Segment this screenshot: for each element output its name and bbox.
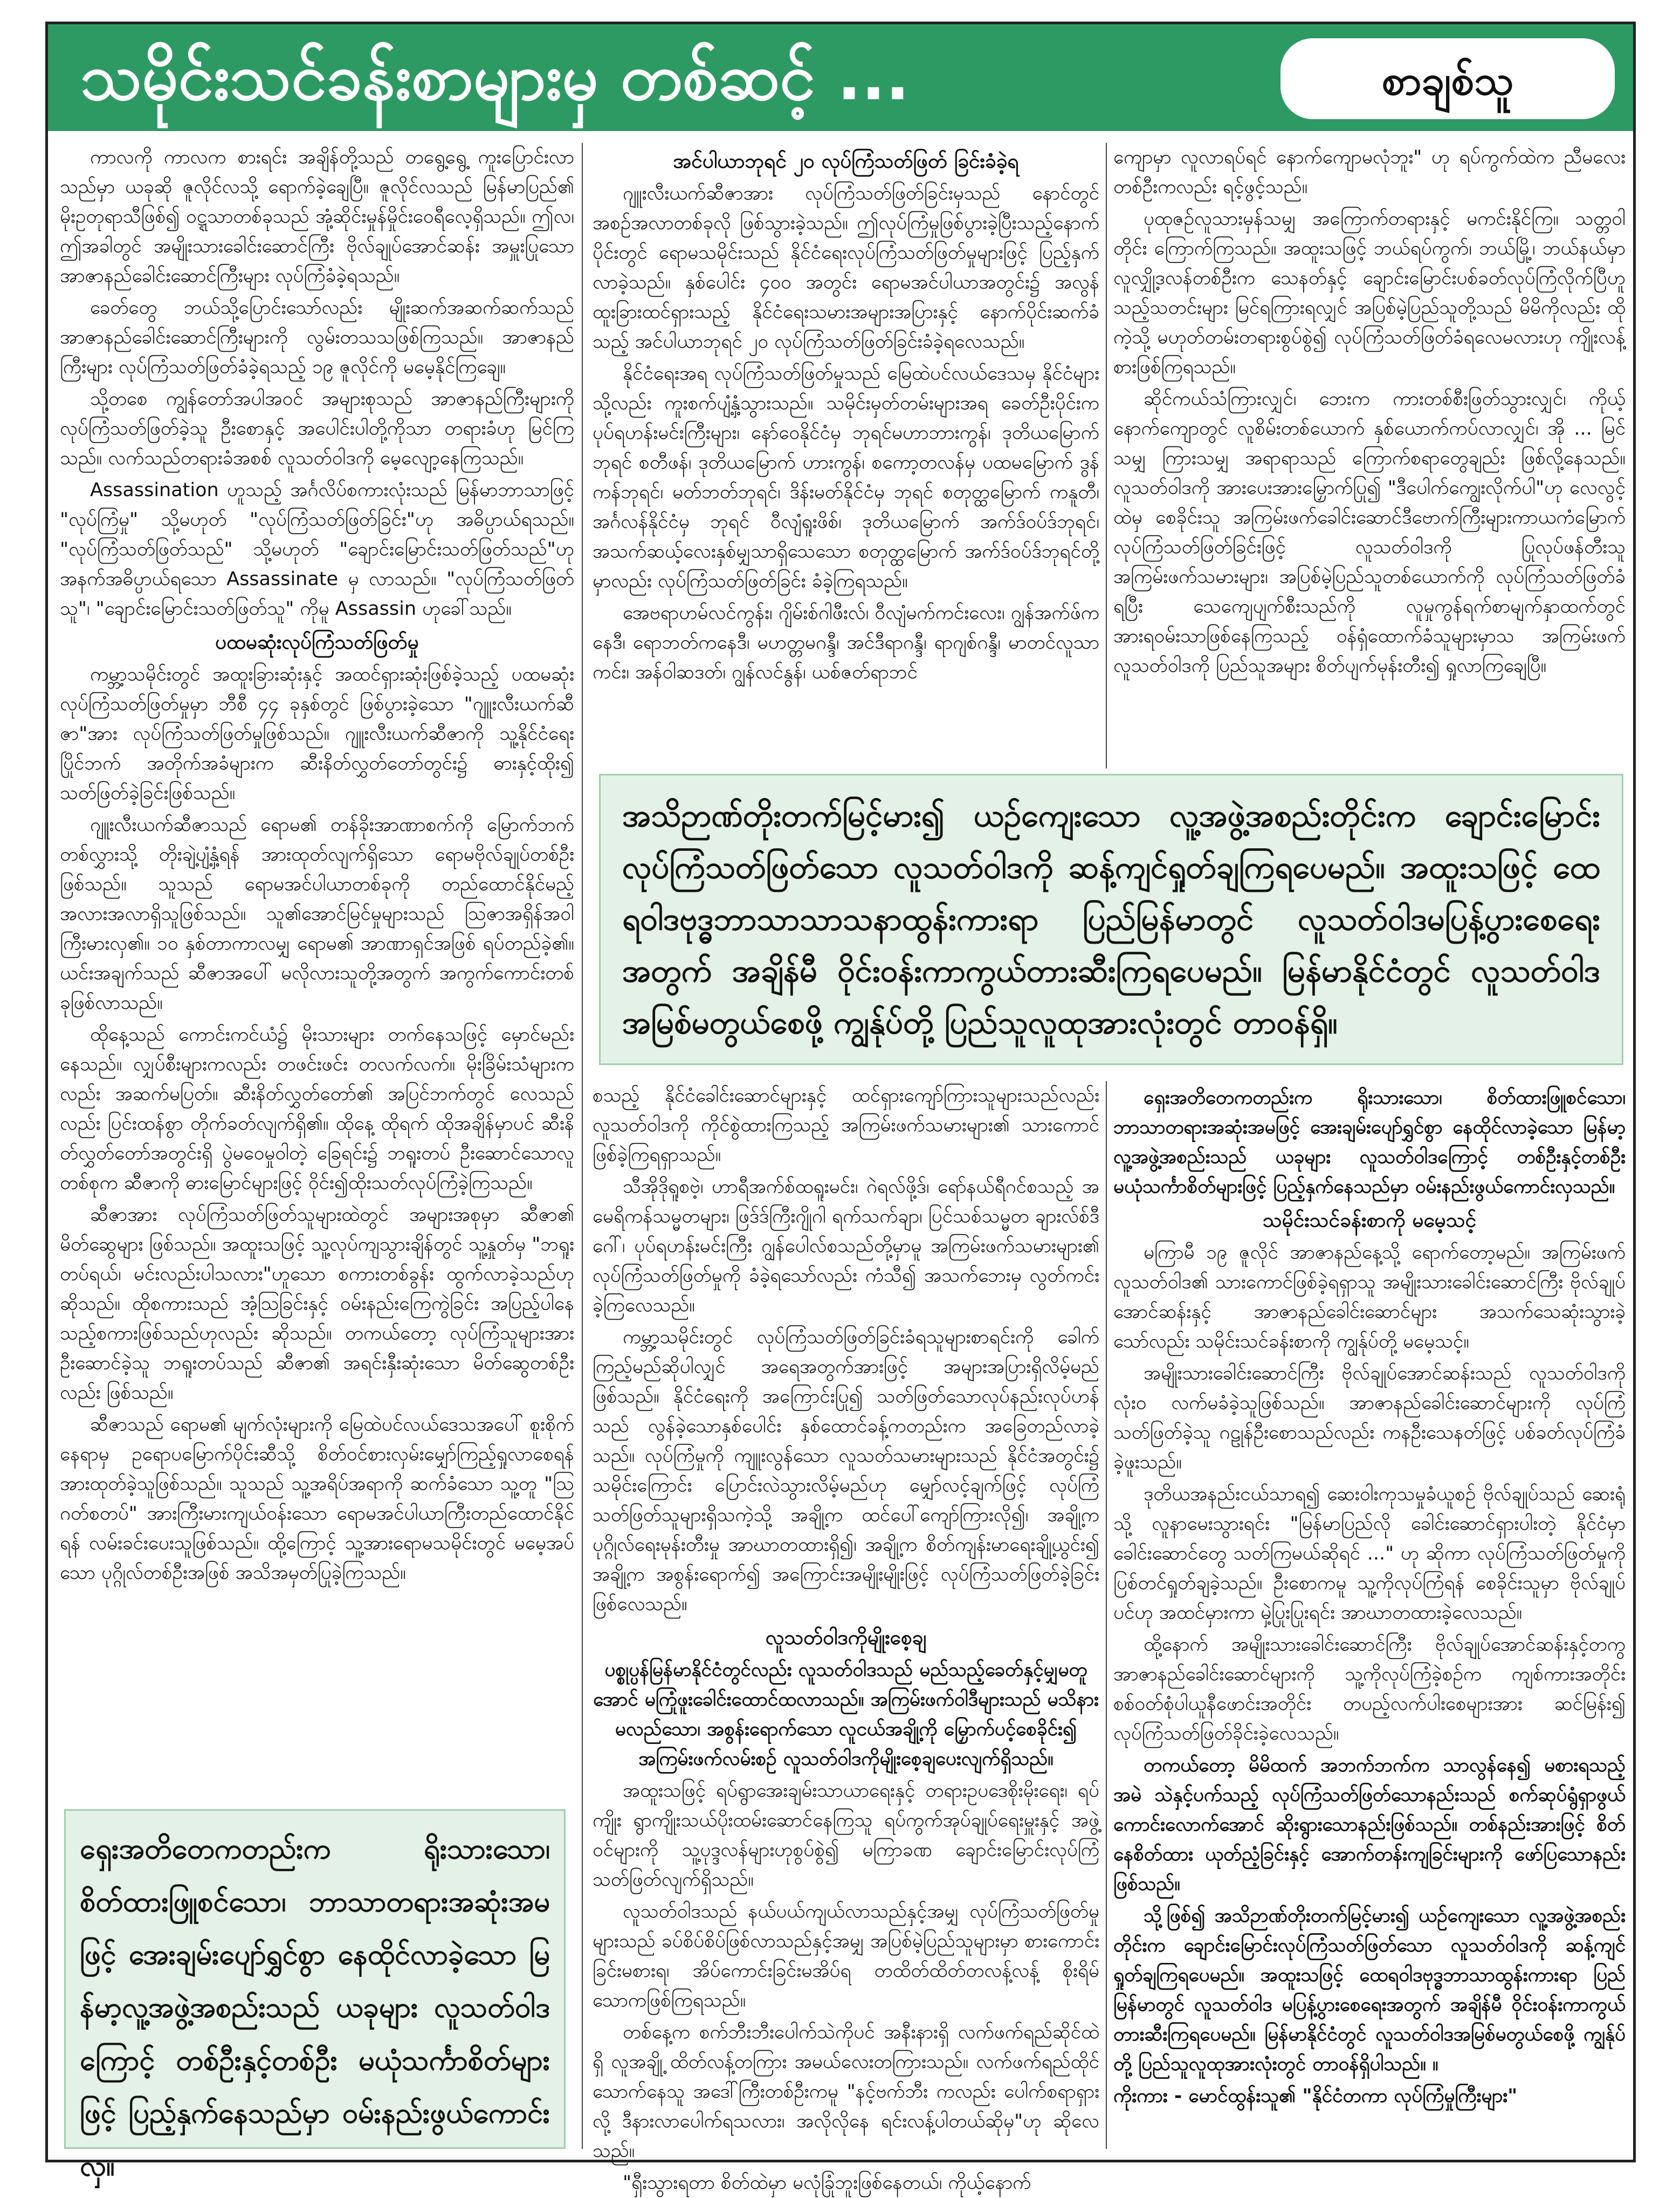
paragraph: ခေတ်တွေ ဘယ်သို့ပြောင်းသော်လည်း မျိုးဆက်အဆက်ဆက်သည် အာဇာနည်ခေါင်းဆောင်ကြီးများကို လွမ်းတသသဖြစ်ကြသည်။ အာဇာနည်ကြီးများ လုပ်ကြံသတ်ဖြတ်ခံခဲ့ရသည့် ၁၉ ဇူလိုင်ကို မမေ့နိုင်ကြချေ။ — [60, 297, 574, 378]
paragraph: ကမ္ဘာ့သမိုင်းတွင် လုပ်ကြံသတ်ဖြတ်ခြင်းခံရသူများစာရင်းကို ခေါက်ကြည့်မည်ဆိုပါလျှင် အရေအတွက်အားဖြင့် အများအပြားရှိလိမ့်မည်ဖြစ်သည်။ နိုင်ငံရေးကို အကြောင်းပြု၍ သတ်ဖြတ်သောလုပ်နည်းလုပ်ဟန်သည် လွန်ခဲ့သောနှစ်ပေါင်း နှစ်ထောင်ခန့်ကတည်းက အခြေတည်လာခဲ့သည်။ လုပ်ကြံမှုကို ကျူးလွန်သော လူသတ်သမားများသည် နိုင်ငံအတွင်း၌ သမိုင်းကြောင်း ပြောင်းလဲသွားလိမ့်မည်ဟု မျှော်လင့်ချက်ဖြင့် လုပ်ကြံသတ်ဖြတ်သူများရှိသကဲ့သို့ အချို့က ထင်ပေါ်ကျော်ကြားလို၍၊ အချို့က ပုဂ္ဂိုလ်ရေးမုန်းတီးမှု အာဃာတထားရှိ၍၊ အချို့က စိတ်ကျန်းမာရေးချို့ယွင်း၍ အချို့က အစွန်းရောက်၍ အကြောင်းအမျိုးမျိုးဖြင့် လုပ်ကြံသတ်ဖြတ်ခဲ့ခြင်း ဖြစ်လေသည်။ — [593, 1327, 1099, 1615]
column-divider — [1106, 143, 1107, 768]
paragraph: ကမ္ဘာ့သမိုင်းတွင် အထူးခြားဆုံးနှင့် အထင်ရှားဆုံးဖြစ်ခဲ့သည့် ပထမဆုံးလုပ်ကြံသတ်ဖြတ်မှုမှာ ဘီစီ ၄၄ ခုနှစ်တွင် ဖြစ်ပွားခဲ့သော "ဂျူးလီးယက်ဆီဇာ"အား လုပ်ကြံသတ်ဖြတ်မှုဖြစ်သည်။ ဂျူးလီးယက်ဆီဇာကို သူ့နိုင်ငံရေးပြိုင်ဘက် အတိုက်အခံများက ဆီးနိတ်လွှတ်တော်တွင်း၌ ဓားနှင့်ထိုး၍ သတ်ဖြတ်ခဲ့ခြင်းဖြစ်သည်။ — [60, 664, 574, 804]
paragraph: ဆိုင်ကယ်သံကြားလျှင်၊ ဘေးက ကားတစ်စီးဖြတ်သွားလျှင်၊ ကိုယ့်နောက်ကျောတွင် လူစိမ်းတစ်ယောက် နှစ်ယောက်ကပ်လာလျှင်၊ အို ... မြင်သမျှ ကြားသမျှ အရာရာသည် ကြောက်စရာတွေချည်း ဖြစ်လို့နေသည်။ လူသတ်ဝါဒကို အားပေးအားမြှောက်ပြု၍ "ဒီပေါက်ကျွေးလိုက်ပါ"ဟု လေလွင့်ထဲမှ စေခိုင်းသူ အကြမ်းဖက်ခေါင်းဆောင်ဒီဗောက်ကြီးများကာယကံမြောက် လုပ်ကြံသတ်ဖြတ်ခြင်းဖြင့် လူသတ်ဝါဒကို ပြုလုပ်ဖန်တီးသူ အကြမ်းဖက်သမားများ၊ အပြစ်မဲ့ပြည်သူတစ်ယောက်ကို လုပ်ကြံသတ်ဖြတ်ခံရပြီး သေကျေပျက်စီးသည်ကို လူမှုကွန်ရက်စာမျက်နှာထက်တွင် အားရဝမ်းသာဖြစ်နေကြသည့် ဝန်ရှံထောက်ခံသူများမှာသ အကြမ်းဖက်လူသတ်ဝါဒကို ပြည်သူအများ စိတ်ပျက်မုန်းတီး၍ ရှုလာကြချေပြီ။ — [1113, 388, 1626, 677]
paragraph: အထူးသဖြင့် ရပ်ရွာအေးချမ်းသာယာရေးနှင့် တရားဥပဒေစိုးမိုးရေး၊ ရပ်ကျိုး ရွာကျိုးသယ်ပိုးထမ်းဆောင်နေကြသူ ရပ်ကွက်အုပ်ချုပ်ရေးမှူးနှင့် အဖွဲ့ဝင်များကို သူ့ပုဒ္ဒလန်များဟုစွပ်စွဲ၍ မကြာခဏ ချောင်းမြောင်းလုပ်ကြံသတ်ဖြတ်လျက်ရှိသည်။ — [593, 1780, 1099, 1891]
emphasis-paragraph: ပစ္စုပ္ပန်မြန်မာနိုင်ငံတွင်လည်း လူသတ်ဝါဒသည် မည်သည့်ခေတ်နှင့်မျှမတူအောင် မကြုံဖူးခေါင်းထောင်ထလာသည်။ အကြမ်းဖက်ဝါဒီများသည် မသိနားမလည်သော၊ အစွန်းရောက်သော လူငယ်အချို့ကို မြှောက်ပင့်စေခိုင်း၍ အကြမ်းဖက်လမ်းစဉ် လူသတ်ဝါဒကိုမျိုးစေ့ချပေးလျက်ရှိသည်။ — [593, 1659, 1099, 1770]
pull-quote-left: ရှေးအတိတေကတည်းက ရိုးသားသော၊ စိတ်ထားဖြူစင်သော၊ ဘာသာတရားအဆုံးအမဖြင့် အေးချမ်းပျော်ရွှင်စွာ နေထိုင်လာခဲ့သော မြန်မာ့လူ့အဖွဲ့အစည်းသည် ယခုများ လူသတ်ဝါဒကြောင့် တစ်ဦးနှင့်တစ်ဦး မယုံသင်္ကာစိတ်များဖြင့် ပြည့်နှက်နေသည်မှာ ဝမ်းနည်းဖွယ်ကောင်းလှ။ — [64, 1809, 566, 2149]
section-heading: သမိုင်းသင်ခန်းစာကို မမေ့သင့် — [1262, 1208, 1477, 1232]
emphasis-paragraph: ရှေးအတိတေကတည်းက ရိုးသားသော၊ စိတ်ထားဖြူစင်သော၊ ဘာသာတရားအဆုံးအမဖြင့် အေးချမ်းပျော်ရွှင်စွာ နေထိုင်လာခဲ့သော မြန်မာ့လူ့အဖွဲ့အစည်းသည် ယခုများ လူသတ်ဝါဒကြောင့် တစ်ဦးနှင့်တစ်ဦး မယုံသင်္ကာစိတ်များဖြင့် ပြည့်နှက်နေသည်မှာ ဝမ်းနည်းဖွယ်ကောင်းလှသည်။ — [1113, 1087, 1626, 1198]
paragraph: အမျိုးသားခေါင်းဆောင်ကြီး ဗိုလ်ချုပ်အောင်ဆန်းသည် လူသတ်ဝါဒကို လုံးဝ လက်မခံခဲ့သူဖြစ်သည်။ အာဇာနည်ခေါင်းဆောင်များကို လုပ်ကြံသတ်ဖြတ်ခဲ့သူ ဂဠုန်ဦးစောသည်လည်း ကနဦးသေနတ်ဖြင့် ပစ်ခတ်လုပ်ကြံခံခဲ့ဖူးသည်။ — [1113, 1363, 1626, 1473]
author-byline: စာချစ်သူ — [1280, 38, 1615, 119]
paragraph: သီအိုဒိုရူစဗဲ့၊ ဟာရီအက်စ်ထရူးမင်း၊ ဂဲရလ်ဖို့ဒ်၊ ရော်နယ်ရီဂင်စသည့် အမေရိကန်သမ္မတများ၊ ဖြဒ်ဒ်ကြီးဂျိုဂါ ရက်သက်ချာ၊ ပြင်သစ်သမ္မတ ချားလ်စ်ဒီဂေါ်၊ ပုပ်ရဟန်းမင်းကြီး ဂျွန်ပေါလ်စသည်တို့မှာမူ အကြမ်းဖက်သမားများ၏ လုပ်ကြံသတ်ဖြတ်မှုကို ခံခဲ့ရသော်လည်း ကံသီ၍ အသက်ဘေးမှ လွတ်ကင်းခဲ့ကြလေသည်။ — [593, 1176, 1099, 1316]
paragraph: သို့တစေ ကျွန်တော်အပါအဝင် အများစုသည် အာဇာနည်ကြီးများကို လုပ်ကြံသတ်ဖြတ်ခဲ့သူ ဦးစောနှင့် အပေါင်းပါတို့ကိုသာ တရားခံဟု မြင်ကြသည်။ လက်သည်တရားခံအစစ် လူသတ်ဝါဒကို မေ့လျော့နေကြသည်။ — [60, 388, 574, 469]
source-citation: ကိုးကား - မောင်ထွန်းသူ၏ "နိုင်ငံတကာ လုပ်ကြံမှုကြီးများ" — [1113, 2085, 1518, 2107]
article-header — [48, 24, 1633, 131]
paragraph: အေဗရာဟမ်လင်ကွန်း၊ ဂျိမ်းစ်ဂါဖီးလ်၊ ဝီလျံမက်ကင်းလေး၊ ဂျွန်အက်ဖ်ကနေဒီ၊ ရောဘတ်ကနေဒီ၊ မဟတ္တမဂန္ဒီ၊ အင်ဒီရာဂန္ဒီ၊ ရာဂျစ်ဂန္ဒီ၊ မာတင်လူသာကင်း၊ အန်ဝါဆဒတ်၊ ဂျွန်လင်နွန်၊ ယစ်ဇတ်ရာဘင် — [593, 602, 1099, 683]
article-column-3 — [1113, 143, 1626, 741]
paragraph: ဆီဇာအား လုပ်ကြံသတ်ဖြတ်သူများထဲတွင် အများအစုမှာ ဆီဇာ၏ မိတ်ဆွေများ ဖြစ်သည်။ အထူးသဖြင့် သူ့လုပ်ကျသွားချိန်တွင် သူ့နှုတ်မှ "ဘရူးတပ်ရယ်၊ မင်းလည်းပါသလား"ဟူသော စကားတစ်ခွန်း ထွက်လာခဲ့သည်ဟု ဆိုသည်။ ထိုစကားသည် အံ့သြခြင်းနှင့် ဝမ်းနည်းကြေကွဲခြင်း အပြည့်ပါနေသည့်စကားဖြစ်သည်ဟုလည်း ဆိုသည်။ တကယ်တော့ လုပ်ကြံသူများအား ဦးဆောင်ခဲ့သူ ဘရူးတပ်သည် ဆီဇာ၏ အရင်းနှီးဆုံးသော မိတ်ဆွေတစ်ဦးလည်း ဖြစ်သည်။ — [60, 1204, 574, 1404]
paragraph: "ရှီးသွားရတာ စိတ်ထဲမှာ မလုံခြုံဘူးဖြစ်နေတယ်၊ ကိုယ့်နောက် — [623, 2172, 1031, 2194]
article-page — [45, 22, 1636, 2194]
emphasis-paragraph: တကယ်တော့ မိမိထက် အဘက်ဘက်က သာလွန်နေ၍ မစားရသည့်အမဲ သဲနှင့်ပက်သည့် လုပ်ကြံသတ်ဖြတ်သောနည်းသည် စက်ဆုပ်ရွံရှာဖွယ်ကောင်းလောက်အောင် ဆိုးရွားသောနည်းဖြစ်သည်။ တစ်နည်းအားဖြင့် စိတ်နေစိတ်ထား ယုတ်ညံ့ခြင်းနှင့် အောက်တန်းကျခြင်းများကို ဖော်ပြသောနည်းဖြစ်သည်။ — [1113, 1755, 1626, 1895]
paragraph: တစ်နေ့က စက်ဘီးဘီးပေါက်သဲကိုပင် အနီးနားရှိ လက်ဖက်ရည်ဆိုင်ထဲရှိ လူအချို့ ထိတ်လန့်တကြား အမယ်လေးတကြားသည်။ လက်ဖက်ရည်ထိုင်သောက်နေသူ အဒေါ်ကြီးတစ်ဦးကမူ "နင့်ဗက်ဘီး ကလည်း ပေါက်စရာရှားလို့ ဒီနားလာပေါက်ရသလား၊ အလိုလိုနေ ရင်းလန့်ပါတယ်ဆိုမှ"ဟု ဆိုလေသည်။ — [593, 2022, 1099, 2162]
paragraph: ထို့နောက် အမျိုးသားခေါင်းဆောင်ကြီး ဗိုလ်ချုပ်အောင်ဆန်းနှင့်တကွ အာဇာနည်ခေါင်းဆောင်များကို သူ့ကိုလုပ်ကြံခဲ့စဉ်က ကျစ်ကားအတိုင်း စစ်ဝတ်စုံပါယူနီဖောင်းအတိုင်း တပည့်လက်ပါးစေများအား ဆင်မြန်း၍ လုပ်ကြံသတ်ဖြတ်ခိုင်းခဲ့လေသည်။ — [1113, 1634, 1626, 1744]
article-column-2 — [593, 143, 1099, 768]
section-heading: ပထမဆုံးလုပ်ကြံသတ်ဖြတ်မှု — [215, 630, 419, 654]
paragraph: ထိုနေ့သည် ကောင်းကင်ယံ၌ မိုးသားများ တက်နေသဖြင့် မှောင်မည်းနေသည်။ လျှပ်စီးများကလည်း တဖင်းဖင်း တလက်လက်။ မိုးခြိမ်းသံများကလည်း အဆက်မပြတ်။ ဆီးနိတ်လွှတ်တော်၏ အပြင်ဘက်တွင် လေသည်လည်း ပြင်းထန်စွာ တိုက်ခတ်လျက်ရှိ၏။ ထိုနေ့ ထိုရက် ထိုအချိန်မှာပင် ဆီးနိတ်လွှတ်တော်အတွင်းရှိ ပွဲမဝေမှုဝါတဲ့ ခြေရင်း၌ ဘရူးတပ် ဦးဆောင်သောလူတစ်စုက ဆီဇာကို ဓားမြောင်များဖြင့် ဝိုင်း၍ထိုးသတ်လုပ်ကြံခဲ့ကြသည်။ — [60, 1024, 574, 1194]
paragraph: ဂျူးလီးယက်ဆီဇာသည် ရောမ၏ တန်ခိုးအာဏာစက်ကို မြောက်ဘက်တစ်လွှားသို့ တိုးချဲ့ပျံ့နှံ့ရန် အားထုတ်လျက်ရှိသော ရောမဗိုလ်ချုပ်တစ်ဦးဖြစ်သည်။ သူသည် ရောမအင်ပါယာတစ်ခုကို တည်ထောင်နိုင်မည့်အလားအလာရှိသူဖြစ်သည်။ သူ၏အောင်မြင်မှုများသည် ဩဇာအရှိန်အဝါ ကြီးမားလှ၏။ ၁၀ နှစ်တာကာလမျှ ရောမ၏ အာဏာရှင်အဖြစ် ရပ်တည်ခဲ့၏။ ယင်းအချက်သည် ဆီဇာအပေါ် မလိုလားသူတို့အတွက် အကွက်ကောင်းတစ်ခုဖြစ်လာသည်။ — [60, 814, 574, 1014]
article-column-3-continued — [1113, 1081, 1626, 2149]
article-title: သမိုင်းသင်ခန်းစာများမှ တစ်ဆင့် ... — [80, 40, 910, 114]
paragraph: မကြာမီ ၁၉ ဇူလိုင် အာဇာနည်နေ့သို့ ရောက်တော့မည်။ အကြမ်းဖက် လူသတ်ဝါဒ၏ သားကောင်ဖြစ်ခဲ့ရရှာသူ အမျိုးသားခေါင်းဆောင်ကြီး ဗိုလ်ချုပ်အောင်ဆန်းနှင့် အာဇာနည်ခေါင်းဆောင်များ အသက်သေဆုံးသွားခဲ့သော်လည်း သမိုင်းသင်ခန်းစာကို ကျွန်ုပ်တို့ မမေ့သင့်။ — [1113, 1242, 1626, 1352]
section-heading: လူသတ်ဝါဒကိုမျိုးစေ့ချ — [765, 1626, 927, 1649]
column-divider — [1106, 1081, 1107, 2149]
paragraph: ပုထုဇဉ်လူသားမှန်သမျှ အကြောက်တရားနှင့် မကင်းနိုင်ကြ။ သတ္တဝါတိုင်း ကြောက်ကြသည်။ အထူးသဖြင့် ဘယ်ရပ်ကွက်၊ ဘယ်မြို့၊ ဘယ်နယ်မှာ လူလျှို့ဒလန်တစ်ဦးက သေနတ်နှင့် ချောင်းမြောင်းပစ်ခတ်လုပ်ကြံလိုက်ပြီဟူသည့်သတင်းများ မြင်ရကြားရလျှင် အပြစ်မဲ့ပြည်သူတို့သည် မိမိကိုလည်း ထိုကဲ့သို့ မဟုတ်တမ်းတရားစွပ်စွဲ၍ လုပ်ကြံသတ်ဖြတ်ခံရလေမလားဟု ကျိုးလန့်စားဖြစ်ကြရသည်။ — [1113, 208, 1626, 378]
pull-quote-main: အသိဉာဏ်တိုးတက်မြင့်မား၍ ယဉ်ကျေးသော လူ့အဖွဲ့အစည်းတိုင်းက ချောင်းမြောင်းလုပ်ကြံသတ်ဖြတ်သော လူသတ်ဝါဒကို ဆန့်ကျင်ရှုတ်ချကြရပေမည်။ အထူးသဖြင့် ထေရဝါဒဗုဒ္ဓဘာသာသာသနာထွန်းကားရာ ပြည်မြန်မာတွင် လူသတ်ဝါဒမပြန့်ပွားစေရေးအတွက် အချိန်မီ ဝိုင်းဝန်းကာကွယ်တားဆီးကြရပေမည်။ မြန်မာနိုင်ငံတွင် လူသတ်ဝါဒအမြစ်မတွယ်စေဖို့ ကျွန်ုပ်တို့ ပြည်သူလူထုအားလုံးတွင် တာဝန်ရှိ။ — [599, 774, 1623, 1065]
paragraph: Assassination ဟူသည့် အင်္ဂလိပ်စကားလုံးသည် မြန်မာဘာသာဖြင့် "လုပ်ကြံမှု" သို့မဟုတ် "လုပ်ကြံသတ်ဖြတ်ခြင်း"ဟု အဓိပ္ပာယ်ရသည်။ "လုပ်ကြံသတ်ဖြတ်သည်" သို့မဟုတ် "ချောင်းမြောင်းသတ်ဖြတ်သည်"ဟု အနက်အဓိပ္ပာယ်ရသော Assassinate မှ လာသည်။ "လုပ်ကြံသတ်ဖြတ်သူ"၊ "ချောင်းမြောင်းသတ်ဖြတ်သူ" ကိုမူ Assassin ဟုခေါ်သည်။ — [60, 479, 574, 620]
closing-paragraph: သို့ဖြစ်၍ အသိဉာဏ်တိုးတက်မြင့်မား၍ ယဉ်ကျေးသော လူ့အဖွဲ့အစည်းတိုင်းက ချောင်းမြောင်းလုပ်ကြံသတ်ဖြတ်သော လူသတ်ဝါဒကို ဆန့်ကျင်ရှုတ်ချကြရပေမည်။ အထူးသဖြင့် ထေရဝါဒဗုဒ္ဓဘာသာထွန်းကားရာ ပြည်မြန်မာတွင် လူသတ်ဝါဒ မပြန့်ပွားစေရေးအတွက် အချိန်မီ ဝိုင်းဝန်းကာကွယ်တားဆီးကြရပေမည်။ မြန်မာနိုင်ငံတွင် လူသတ်ဝါဒအမြစ်မတွယ်စေဖို့ ကျွန်ုပ်တို့ ပြည်သူလူထုအားလုံးတွင် တာဝန်ရှိပါသည်။ ။ — [1113, 1905, 1626, 2075]
paragraph: ကာလကို ကာလက စားရင်း အချိန်တို့သည် တရွေ့ရွေ့ ကူးပြောင်းလာသည်မှာ ယခုဆို ဇူလိုင်လသို့ ရောက်ခဲ့ချေပြီ။ ဇူလိုင်လသည် မြန်မာပြည်၏ မိုးဥတုရာသီဖြစ်၍ ဝဋ္ဋသာတစ်ခုသည် အုံ့ဆိုင်းမှုန်မှိုင်းဝေရီလေ့ရှိသည်။ ဤလ၊ ဤအခါတွင် အမျိုးသားခေါင်းဆောင်ကြီး ဗိုလ်ချုပ်အောင်ဆန်း အမှူးပြုသော အာဇာနည်ခေါင်းဆောင်ကြီးများ လုပ်ကြံခံခဲ့ရသည်။ — [60, 147, 574, 287]
section-heading: အင်ပါယာဘုရင် ၂၀ လုပ်ကြံသတ်ဖြတ် ခြင်းခံခဲ့ရ — [673, 149, 1019, 173]
article-column-2-continued — [593, 1081, 1099, 2194]
paragraph: ဆီဇာသည် ရောမ၏ မျက်လုံးများကို မြေထဲပင်လယ်ဒေသအပေါ် စူးစိုက်နေရာမှ ဥရောပမြောက်ပိုင်းဆီသို့ စိတ်ဝင်စားလှမ်းမျှော်ကြည့်ရှုလာစေရန် အားထုတ်ခဲ့သူဖြစ်သည်။ သူသည် သူ့အရိပ်အရာကို ဆက်ခံသော သူ့တူ "ဩဂတ်စတပ်" အားကြီးမားကျယ်ဝန်းသော ရောမအင်ပါယာကြီးတည်ထောင်နိုင်ရန် လမ်းခင်းပေးသူဖြစ်သည်။ ထို့ကြောင့် သူ့အားရောမသမိုင်းတွင် မမေ့အပ်သော ပုဂ္ဂိုလ်တစ်ဦးအဖြစ် အသိအမှတ်ပြုခဲ့ကြသည်။ — [60, 1414, 574, 1584]
paragraph: ဂျူးလီးယက်ဆီဇာအား လုပ်ကြံသတ်ဖြတ်ခြင်းမှသည် နောင်တွင် အစဉ်အလာတစ်ခုလို ဖြစ်သွားခဲ့သည်။ ဤလုပ်ကြံမှုဖြစ်ပွားခဲ့ပြီးသည့်နောက်ပိုင်းတွင် ရောမသမိုင်းသည် နိုင်ငံရေးလုပ်ကြံသတ်ဖြတ်မှုများဖြင့် ပြည့်နှက်လာခဲ့သည်။ နှစ်ပေါင်း ၄၀၀ အတွင်း ရောမအင်ပါယာအတွင်း၌ အလွန်ထူးခြားထင်ရှားသည့် နိုင်ငံရေးသမားအများအပြားနှင့် နောက်ပိုင်းဆက်ခံသည့် အင်ပါယာဘုရင် ၂၀ လုပ်ကြံသတ်ဖြတ်ခြင်းခံခဲ့ရလေသည်။ — [593, 183, 1099, 353]
paragraph: ဒုတိယအနည်းငယ်သာရ၍ ဆေးဝါးကုသမှုခံယူစဉ် ဗိုလ်ချုပ်သည် ဆေးရုံသို့ လူနာမေးသွားရင်း "မြန်မာပြည်လို ခေါင်းဆောင်ရှားပါးတဲ့ နိုင်ငံမှာ ခေါင်းဆောင်တွေ သတ်ကြမယ်ဆိုရင် ..." ဟု ဆိုကာ လုပ်ကြံသတ်ဖြတ်မှုကို ပြစ်တင်ရှုတ်ချခဲ့သည်။ ဦးစောကမူ သူ့ကိုလုပ်ကြံရန် စေခိုင်းသူမှာ ဗိုလ်ချုပ်ပင်ဟု အထင်မှားကာ မှဲ့ပြုးပြုးရင်း အာဃာတထားခဲ့လေသည်။ — [1113, 1483, 1626, 1624]
paragraph: စသည့် နိုင်ငံခေါင်းဆောင်များနှင့် ထင်ရှားကျော်ကြားသူများသည်လည်း လူသတ်ဝါဒကို ကိုင်စွဲထားကြသည့် အကြမ်းဖက်သမားများ၏ သားကောင်ဖြစ်ခဲ့ကြရရှာသည်။ — [593, 1085, 1099, 1166]
column-divider — [582, 143, 583, 2149]
paragraph: လူသတ်ဝါဒသည် နယ်ပယ်ကျယ်လာသည်နှင့်အမျှ လုပ်ကြံသတ်ဖြတ်မှုများသည် ခပ်စိပ်စိပ်ဖြစ်လာသည်နှင့်အမျှ အပြစ်မဲ့ပြည်သူများမှာ စားကောင်းခြင်းမစားရ၊ အိပ်ကောင်းခြင်းမအိပ်ရ တထိတ်ထိတ်တလန့်လန့် စိုးရိမ်သောကဖြစ်ကြရသည်။ — [593, 1901, 1099, 2011]
paragraph: နိုင်ငံရေးအရ လုပ်ကြံသတ်ဖြတ်မှုသည် မြေထဲပင်လယ်ဒေသမှ နိုင်ငံများသို့လည်း ကူးစက်ပျံ့နှံ့သွားသည်။ သမိုင်းမှတ်တမ်းများအရ ခေတ်ဦးပိုင်းက ပုပ်ရဟန်းမင်းကြီးများ၊ နော်ဝေနိုင်ငံမှ ဘုရင်မဟာဘားကွန်၊ ဒုတိယမြောက်ဘုရင် စတီဖန်၊ ဒုတိယမြောက် ဟားကွန်၊ စကော့တလန်မှ ပထမမြောက် ဒွန်ကန်ဘုရင်၊ မတ်ဘတ်ဘုရင်၊ ဒိန်းမတ်နိုင်ငံမှ ဘုရင် စတုတ္ထမြောက် ကနူတီ၊ အင်္ဂလန်နိုင်ငံမှ ဘုရင် ဝီလျံရူးဖိစ်၊ ဒုတိယမြောက် အက်ဒ်ဝပ်ဒ်ဘုရင်၊ အသက်ဆယ့်လေးနှစ်မျှသာရှိသေသော စတုတ္ထမြောက် အက်ဒ်ဝပ်ဒ်ဘုရင်တို့မှာလည်း လုပ်ကြံသတ်ဖြတ်ခြင်း ခံခဲ့ကြရသည်။ — [593, 363, 1099, 592]
paragraph: ကျောမှာ လူလာရပ်ရင် နောက်ကျောမလုံဘူး" ဟု ရပ်ကွက်ထဲက ညီမလေးတစ်ဦးကလည်း ရင့်ဖွင့်သည်။ — [1113, 147, 1626, 198]
